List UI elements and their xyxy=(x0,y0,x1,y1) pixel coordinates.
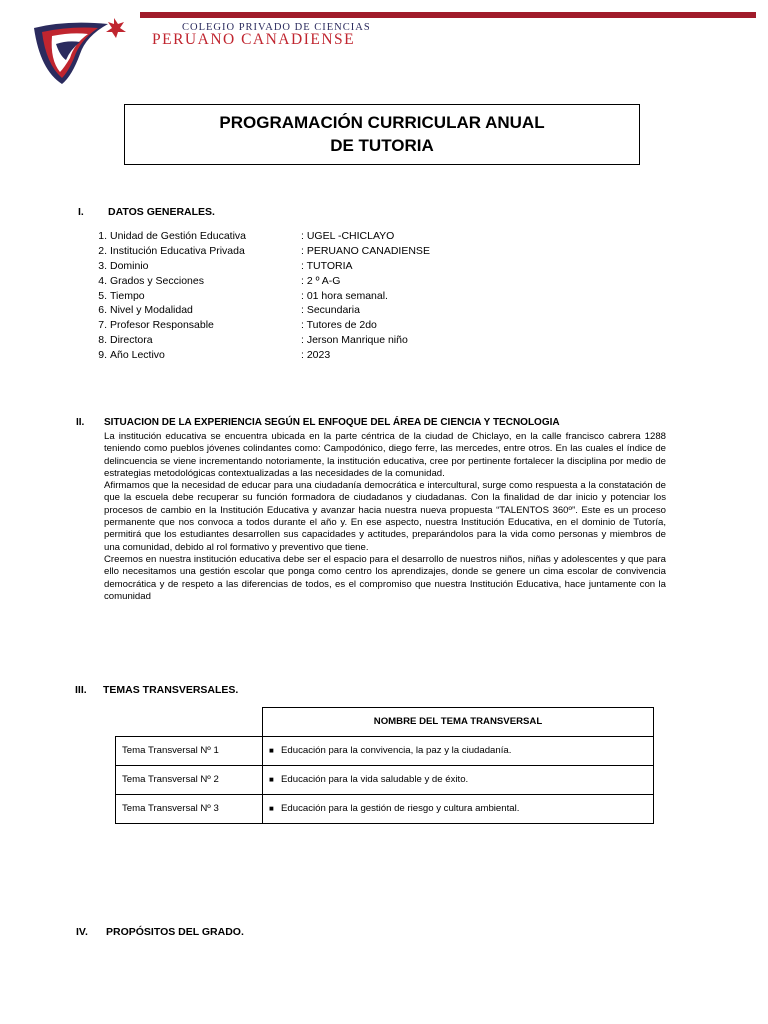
paragraph: Creemos en nuestra institución educativa debe ser el espacio para el desarrollo de nuestros niños, niñas y adolescentes y que para ello necesitamos una gestión escolar que ponga como centro los aprendizajes, donde se genere un cima escolar de convivencia democrática y de respeto a las diferencias de todos, es el compromiso que nuestra Institución Educativa, hace juntamente con la comunidad xyxy=(104,553,666,602)
header-rule xyxy=(140,12,756,18)
table-corner-blank xyxy=(116,708,263,737)
item-number: 5. xyxy=(98,289,107,302)
item-number: 2. xyxy=(98,244,107,257)
list-item xyxy=(91,333,511,348)
section-3-heading xyxy=(75,684,238,696)
square-bullet-icon: ■ xyxy=(269,775,274,784)
item-label: Directora xyxy=(110,334,153,347)
theme-value-cell xyxy=(263,765,654,794)
theme-label-cell: Tema Transversal Nº 3 xyxy=(116,794,263,823)
section-2-body xyxy=(104,431,666,603)
theme-value: Educación para la vida saludable y de éxito. xyxy=(281,774,469,785)
item-label: Unidad de Gestión Educativa xyxy=(110,230,247,242)
theme-value: Educación para la gestión de riesgo y cultura ambiental. xyxy=(281,803,520,814)
item-value: : 2023 xyxy=(301,349,331,362)
section-1-heading xyxy=(78,206,215,218)
paragraph: La institución educativa se encuentra ubicada en la parte céntrica de la ciudad de Chiclayo, en la calle francisco cabrera 1288 teniendo como pueblos jóvenes colindantes como: Campodónico, diego ferre, las mercedes, entre otros. En las cuales el índice de delincuencia se viene incrementando notoriamente, la institución educativa, cree por pertinente fortalecer la disciplina por medio de estrategias metodológicas contextualizadas a las necesidades de la comunidad. xyxy=(104,431,666,479)
table-row xyxy=(116,736,654,765)
item-value: : UGEL -CHICLAYO xyxy=(301,230,395,242)
item-value: : TUTORIA xyxy=(301,259,353,272)
square-bullet-icon: ■ xyxy=(269,804,274,813)
list-item xyxy=(91,274,511,289)
theme-value: Educación para la convivencia, la paz y la ciudadanía. xyxy=(281,745,512,756)
item-number: 8. xyxy=(98,334,107,347)
item-value: : PERUANO CANADIENSE xyxy=(301,244,430,257)
table-column-header: NOMBRE DEL TEMA TRANSVERSAL xyxy=(263,708,654,737)
cross-cutting-themes-table xyxy=(115,707,654,824)
document-title-box xyxy=(124,104,640,165)
item-label: Año Lectivo xyxy=(110,349,165,362)
list-item xyxy=(91,244,511,259)
item-value: : 2 º A-G xyxy=(301,274,341,287)
item-number: 3. xyxy=(98,259,107,272)
item-value: : Jerson Manrique niño xyxy=(301,334,408,347)
item-value: : Tutores de 2do xyxy=(301,319,377,332)
section-4-number: IV. xyxy=(76,926,88,938)
general-data-list xyxy=(91,229,511,363)
item-label: Grados y Secciones xyxy=(110,274,204,287)
school-logo xyxy=(26,14,136,84)
theme-label-cell: Tema Transversal Nº 2 xyxy=(116,765,263,794)
section-1-number: I. xyxy=(78,206,84,218)
section-4-heading xyxy=(76,926,244,938)
section-4-title: PROPÓSITOS DEL GRADO. xyxy=(106,926,244,938)
paragraph: Afirmamos que la necesidad de educar para una ciudadanía democrática e intercultural, surge como respuesta a la constatación de que la escuela debe recuperar su función formadora de ciudadanos y ciudadanas. Con la finalidad de dar inicio y potenciar los procesos de cambio en la Institución Educativa y avanzar hacia nuestra nueva propuesta “TALENTOS 360º”. Este es un proceso permanente que nos convoca a todos durante el año y. En ese aspecto, nuestra Institución Educativa, en el dominio de Tutoría, permitirá que los estudiantes desarrollen sus capacidades y actitudes, preparándolos para la vida como personas y miembros de una comunidad, debido al rol formativo y preventivo que tiene. xyxy=(104,480,666,553)
item-label: Dominio xyxy=(110,259,149,272)
section-2-title: SITUACION DE LA EXPERIENCIA SEGÚN EL ENFOQUE DEL ÁREA DE CIENCIA Y TECNOLOGIA xyxy=(104,417,560,428)
item-label: Nivel y Modalidad xyxy=(110,304,193,317)
item-number: 6. xyxy=(98,304,107,317)
list-item xyxy=(91,259,511,274)
document-title-line2: DE TUTORIA xyxy=(330,136,434,155)
theme-label-cell: Tema Transversal Nº 1 xyxy=(116,736,263,765)
section-2-heading xyxy=(76,417,560,428)
theme-value-cell xyxy=(263,794,654,823)
item-number: 4. xyxy=(98,274,107,287)
school-name-line1: COLEGIO PRIVADO DE CIENCIAS xyxy=(182,22,371,33)
document-title-line1: PROGRAMACIÓN CURRICULAR ANUAL xyxy=(219,113,545,132)
table-header-row xyxy=(116,708,654,737)
list-item xyxy=(91,348,511,363)
square-bullet-icon: ■ xyxy=(269,746,274,755)
item-value: : 01 hora semanal. xyxy=(301,289,388,302)
item-number: 1. xyxy=(98,230,107,242)
section-2-number: II. xyxy=(76,417,85,428)
table-row xyxy=(116,794,654,823)
list-item xyxy=(91,229,511,244)
section-3-number: III. xyxy=(75,684,87,696)
item-label: Profesor Responsable xyxy=(110,319,214,332)
item-label: Institución Educativa Privada xyxy=(110,244,245,257)
item-number: 9. xyxy=(98,349,107,362)
item-label: Tiempo xyxy=(110,289,145,302)
section-1-title: DATOS GENERALES. xyxy=(108,206,215,218)
item-value: : Secundaria xyxy=(301,304,360,317)
school-name-line2: PERUANO CANADIENSE xyxy=(152,31,356,48)
list-item xyxy=(91,318,511,333)
section-3-title: TEMAS TRANSVERSALES. xyxy=(103,684,239,696)
theme-value-cell xyxy=(263,736,654,765)
item-number: 7. xyxy=(98,319,107,332)
table-row xyxy=(116,765,654,794)
list-item xyxy=(91,289,511,304)
list-item xyxy=(91,303,511,318)
